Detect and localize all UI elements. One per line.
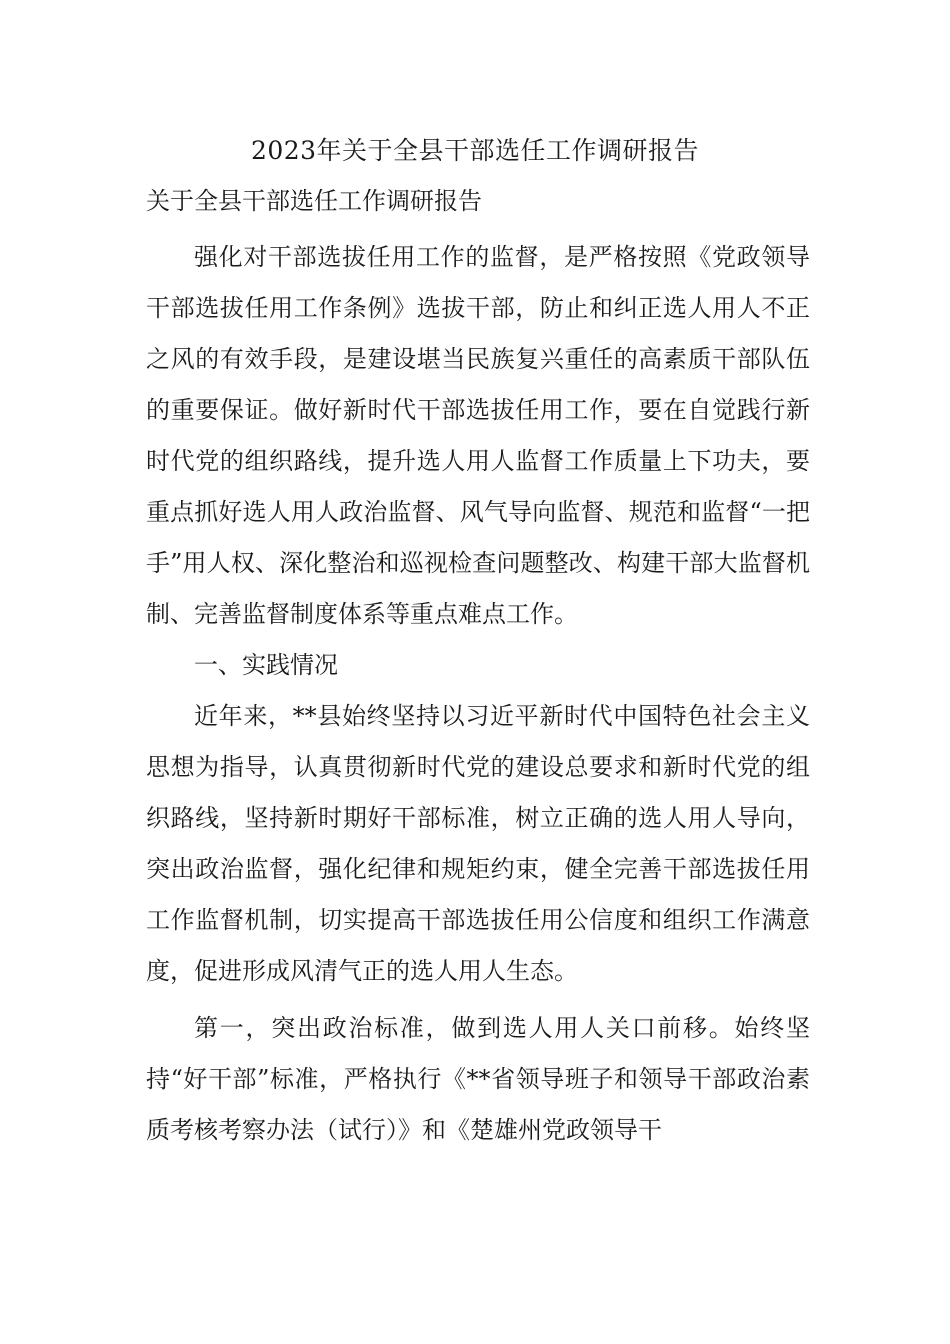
paragraph-intro: 强化对干部选拔任用工作的监督，是严格按照《党政领导干部选拔任用工作条例》选拔干部，防止和纠正选人用人不正之风的有效手段，是建设堪当民族复兴重任的高素质干部队伍的重要保证。做好新时代干部选拔任用工作，要在自觉践行新时代党的组织路线，提升选人用人监督工作质量上下功夫，要重点抓好选人用人政治监督、风气导向监督、规范和监督“一把手”用人权、深化整治和巡视检查问题整改、构建干部大监督机制、完善监督制度体系等重点难点工作。: [146, 243, 810, 628]
document-title: 2023年关于全县干部选任工作调研报告: [250, 136, 700, 165]
document-subtitle: 关于全县干部选任工作调研报告: [146, 187, 482, 215]
paragraph-first-point: 第一，突出政治标准，做到选人用人关口前移。始终坚持“好干部”标准，严格执行《**省领导班子和领导干部政治素质考核考察办法（试行）》和《楚雄州党政领导干: [146, 1014, 810, 1144]
paragraph-recent-years: 近年来，**县始终坚持以习近平新时代中国特色社会主义思想为指导，认真贯彻新时代党的建设总要求和新时代党的组织路线，坚持新时期好干部标准，树立正确的选人用人导向，突出政治监督，强化纪律和规矩约束，健全完善干部选拔任用工作监督机制，切实提高干部选拔任用公信度和组织工作满意度，促进形成风清气正的选人用人生态。: [146, 702, 810, 985]
section-heading-practice: 一、实践情况: [194, 651, 338, 679]
document-body: [146, 232, 810, 1156]
